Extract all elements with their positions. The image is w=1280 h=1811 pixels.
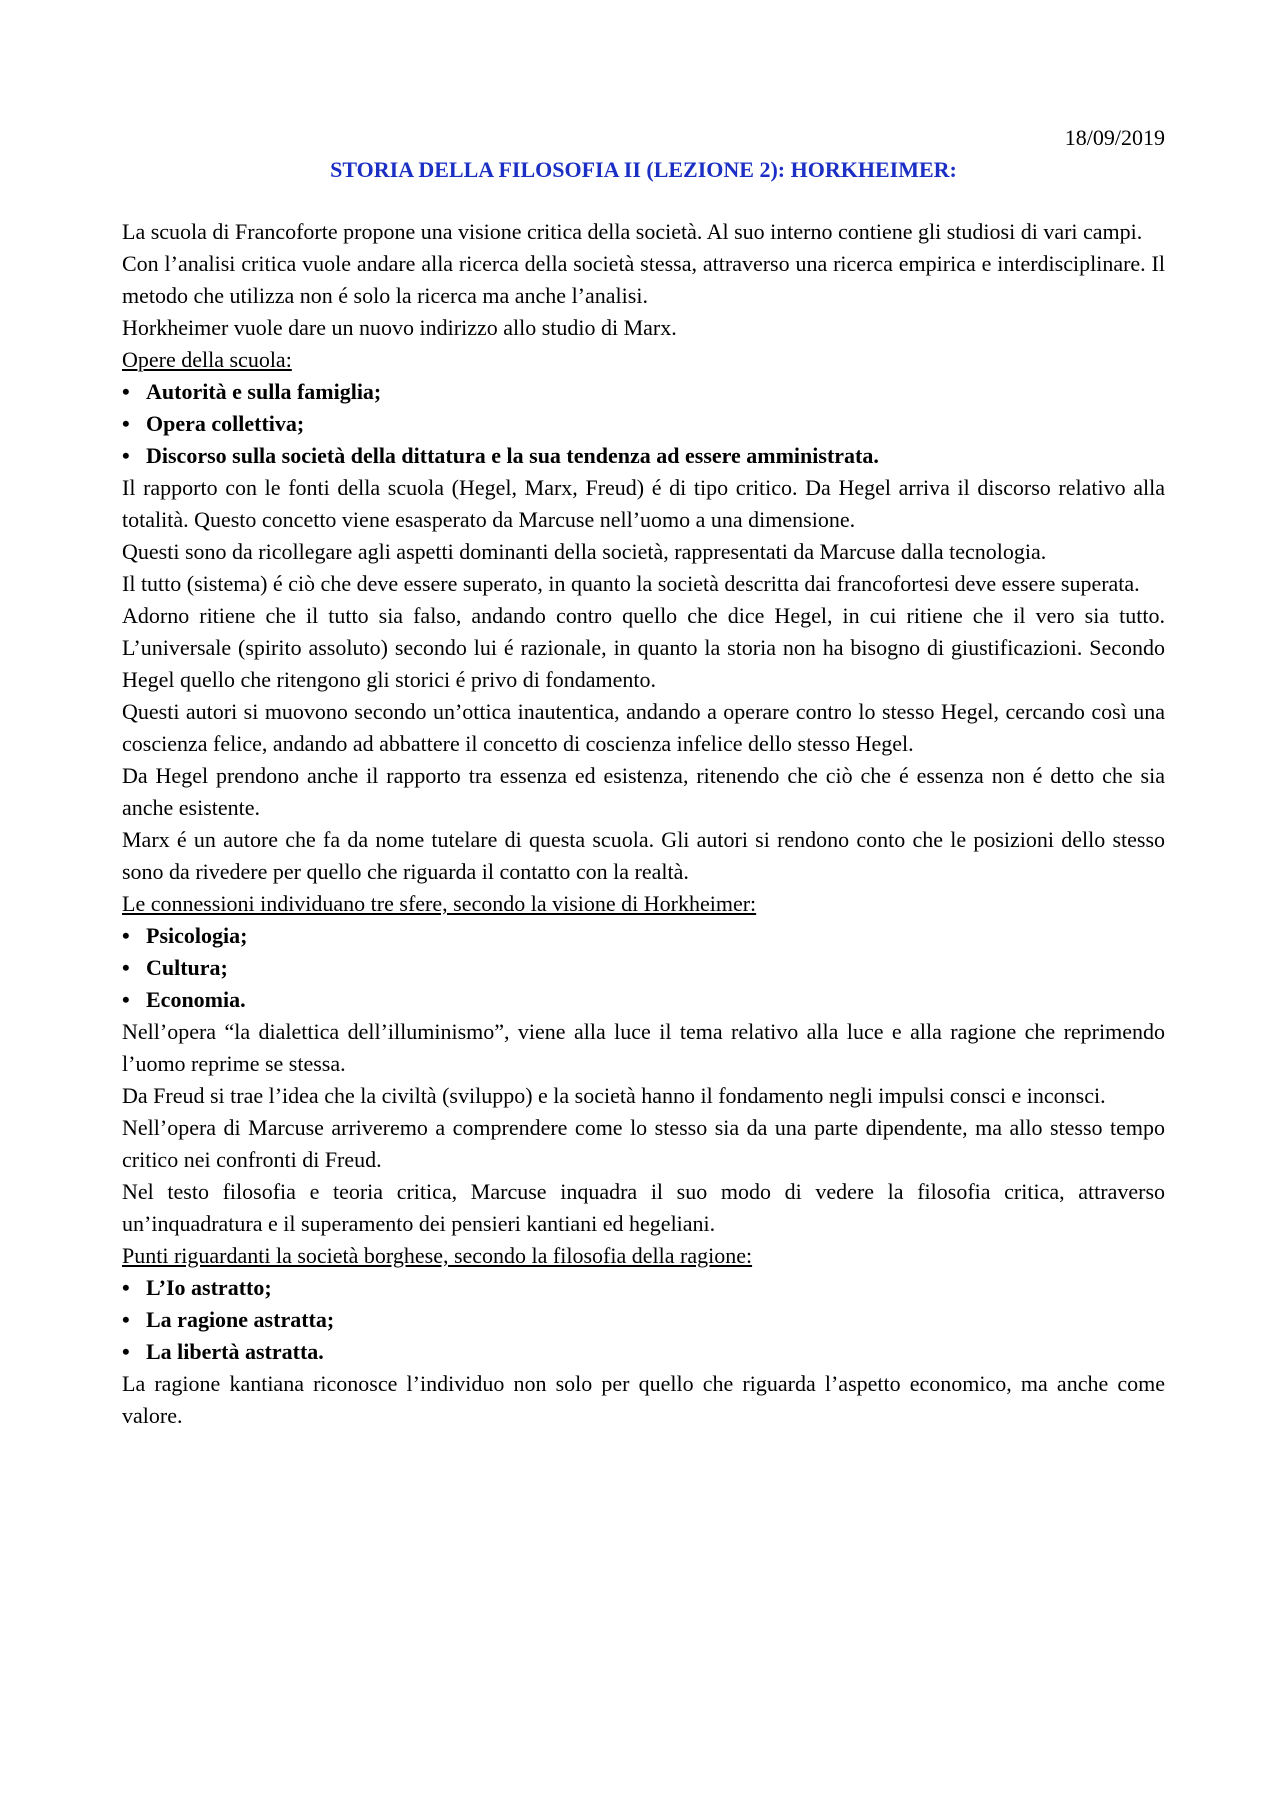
section-heading-opere: Opere della scuola:: [122, 347, 292, 372]
paragraph: Questi sono da ricollegare agli aspetti dominanti della società, rappresentati da Marcuse dalla tecnologia.: [122, 539, 1047, 564]
paragraph: Nell’opera “la dialettica dell’illuminismo”, viene alla luce il tema relativo alla luce e alla ragione che reprimendo l’uomo reprime se stessa.: [122, 1019, 1165, 1076]
bullet-icon: •: [122, 923, 130, 948]
paragraph: Marx é un autore che fa da nome tutelare di questa scuola. Gli autori si rendono conto che le posizioni dello stesso sono da rivedere per quello che riguarda il contatto con la realtà.: [122, 827, 1165, 884]
paragraph: Adorno ritiene che il tutto sia falso, andando contro quello che dice Hegel, in cui ritiene che il vero sia tutto. L’universale (spirito assoluto) secondo lui é razionale, in quanto la storia non ha bisogno di giustificazioni. Secondo Hegel quello che ritengono gli storici é privo di fondamento.: [122, 603, 1165, 692]
list-item: • Autorità e sulla famiglia;: [122, 376, 1165, 408]
list-item: • Psicologia;: [122, 920, 1165, 952]
list-item: • L’Io astratto;: [122, 1272, 1165, 1304]
document-date: 18/09/2019: [1064, 125, 1165, 150]
list-item: • Economia.: [122, 984, 1165, 1016]
paragraph: La scuola di Francoforte propone una visione critica della società. Al suo interno contiene gli studiosi di vari campi.: [122, 219, 1143, 244]
list-item: • La libertà astratta.: [122, 1336, 1165, 1368]
paragraph: Questi autori si muovono secondo un’ottica inautentica, andando a operare contro lo stesso Hegel, cercando così una coscienza felice, andando ad abbattere il concetto di coscienza infelice dello stesso Hegel.: [122, 699, 1165, 756]
paragraph: La ragione kantiana riconosce l’individuo non solo per quello che riguarda l’aspetto economico, ma anche come valore.: [122, 1371, 1165, 1428]
bullet-icon: •: [122, 443, 130, 468]
bullet-list-opere: [122, 376, 1165, 472]
bullet-icon: •: [122, 1275, 130, 1300]
paragraph: Con l’analisi critica vuole andare alla ricerca della società stessa, attraverso una ricerca empirica e interdisciplinare. Il metodo che utilizza non é solo la ricerca ma anche l’analisi.: [122, 251, 1165, 308]
paragraph: Nel testo filosofia e teoria critica, Marcuse inquadra il suo modo di vedere la filosofia critica, attraverso un’inquadratura e il superamento dei pensieri kantiani ed hegeliani.: [122, 1179, 1165, 1236]
paragraph: Da Freud si trae l’idea che la civiltà (sviluppo) e la società hanno il fondamento negli impulsi consci e inconsci.: [122, 1083, 1106, 1108]
bullet-icon: •: [122, 1307, 130, 1332]
list-item: • La ragione astratta;: [122, 1304, 1165, 1336]
section-heading-connessioni: Le connessioni individuano tre sfere, secondo la visione di Horkheimer:: [122, 891, 757, 916]
bullet-list-sfere: [122, 920, 1165, 1016]
paragraph: Horkheimer vuole dare un nuovo indirizzo allo studio di Marx.: [122, 315, 677, 340]
paragraph: Il tutto (sistema) é ciò che deve essere superato, in quanto la società descritta dai francofortesi deve essere superata.: [122, 571, 1140, 596]
paragraph: Da Hegel prendono anche il rapporto tra essenza ed esistenza, ritenendo che ciò che é essenza non é detto che sia anche esistente.: [122, 763, 1165, 820]
list-item: • Cultura;: [122, 952, 1165, 984]
bullet-icon: •: [122, 987, 130, 1012]
bullet-list-punti: [122, 1272, 1165, 1368]
list-item: • Discorso sulla società della dittatura e la sua tendenza ad essere amministrata.: [122, 440, 1165, 472]
document-title: STORIA DELLA FILOSOFIA II (LEZIONE 2): HORKHEIMER:: [330, 157, 957, 182]
paragraph: Nell’opera di Marcuse arriveremo a comprendere come lo stesso sia da una parte dipendente, ma allo stesso tempo critico nei confronti di Freud.: [122, 1115, 1165, 1172]
bullet-icon: •: [122, 955, 130, 980]
paragraph: Il rapporto con le fonti della scuola (Hegel, Marx, Freud) é di tipo critico. Da Hegel arriva il discorso relativo alla totalità. Questo concetto viene esasperato da Marcuse nell’uomo a una dimensione.: [122, 475, 1165, 532]
list-item: • Opera collettiva;: [122, 408, 1165, 440]
section-heading-punti: Punti riguardanti la società borghese, secondo la filosofia della ragione:: [122, 1243, 753, 1268]
bullet-icon: •: [122, 379, 130, 404]
bullet-icon: •: [122, 411, 130, 436]
bullet-icon: •: [122, 1339, 130, 1364]
